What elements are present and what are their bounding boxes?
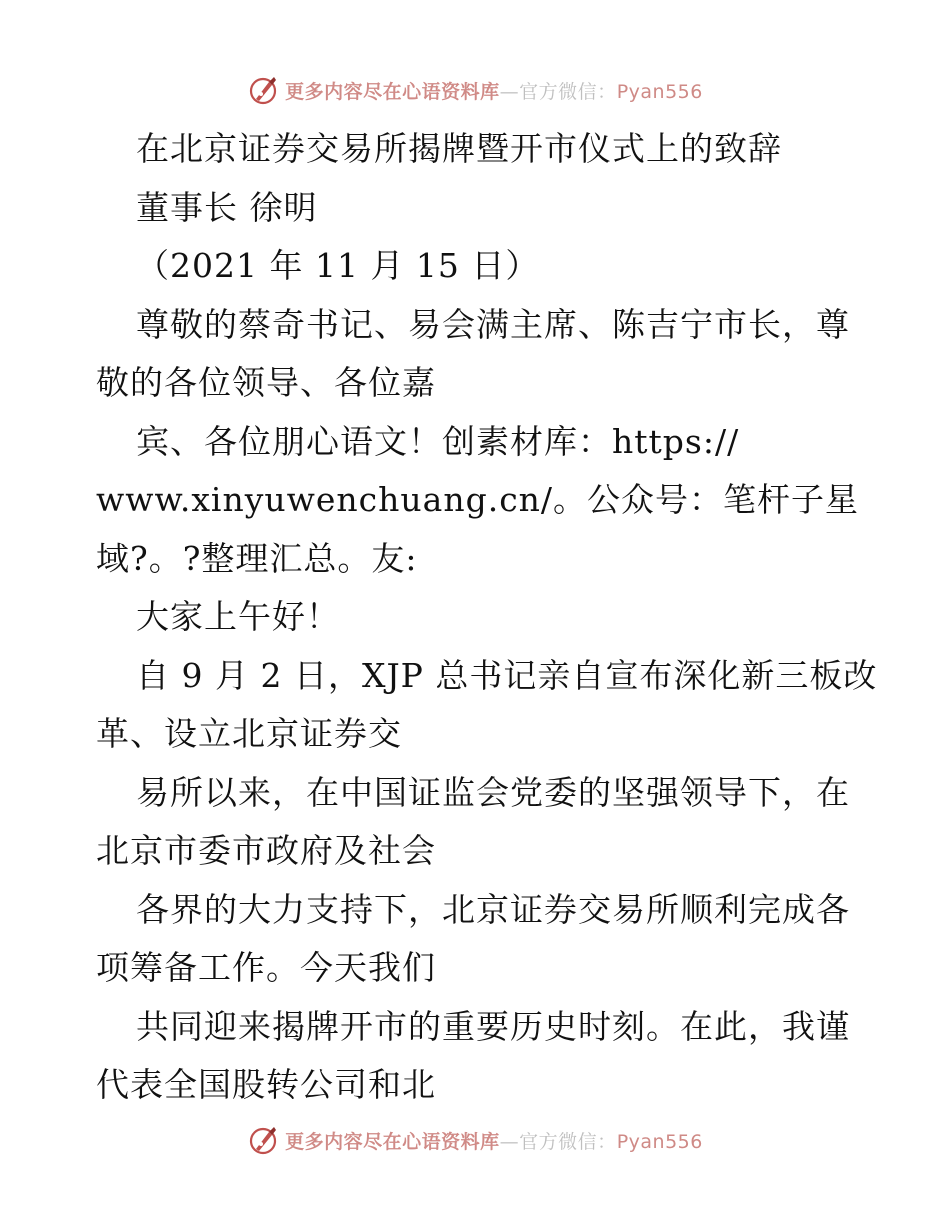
banner-brand: 更多内容尽在心语资料库 (285, 1130, 500, 1153)
document-line: 域?。?整理汇总。友: (96, 538, 418, 578)
header-banner (0, 70, 950, 110)
banner-separator: — (499, 1130, 520, 1153)
document-body (96, 120, 876, 1115)
banner-wechat-id: Pyan556 (616, 1130, 703, 1153)
banner-label: 官方微信： (519, 80, 617, 103)
document-line: 各界的大力支持下，北京证券交易所顺利完成各 (136, 889, 850, 929)
document-line: 自 9 月 2 日，XJP 总书记亲自宣布深化新三板改 (136, 655, 878, 695)
document-line: 项筹备工作。今天我们 (96, 948, 436, 987)
banner-text (285, 1127, 703, 1154)
banner-separator: — (499, 80, 520, 103)
document-line: 大家上午好！ (136, 597, 340, 636)
document-line: 敬的各位领导、各位嘉 (96, 363, 436, 402)
footer-banner (0, 1120, 950, 1160)
document-line: 宾、各位朋心语文！创素材库：https:// (136, 421, 740, 461)
banner-brand: 更多内容尽在心语资料库 (285, 80, 500, 103)
document-line: 共同迎来揭牌开市的重要历史时刻。在此，我谨 (136, 1006, 850, 1046)
document-line: 北京市委市政府及社会 (96, 831, 436, 870)
document-line: 革、设立北京证券交 (96, 714, 402, 753)
document-line: 尊敬的蔡奇书记、易会满主席、陈吉宁市长，尊 (136, 304, 850, 344)
banner-text (285, 77, 703, 104)
document-line: 代表全国股转公司和北 (96, 1065, 436, 1104)
document-line: （2021 年 11 月 15 日） (136, 246, 540, 285)
banner-label: 官方微信： (519, 1130, 617, 1153)
document-line: www.xinyuwenchuang.cn/。公众号：笔杆子星 (96, 480, 860, 519)
document-line: 董事长 徐明 (136, 187, 318, 227)
quill-pen-logo-icon (247, 1124, 279, 1156)
banner-wechat-id: Pyan556 (616, 80, 703, 103)
quill-pen-logo-icon (247, 74, 279, 106)
document-line: 易所以来，在中国证监会党委的坚强领导下，在 (136, 772, 850, 812)
document-line: 在北京证券交易所揭牌暨开市仪式上的致辞 (136, 129, 782, 168)
